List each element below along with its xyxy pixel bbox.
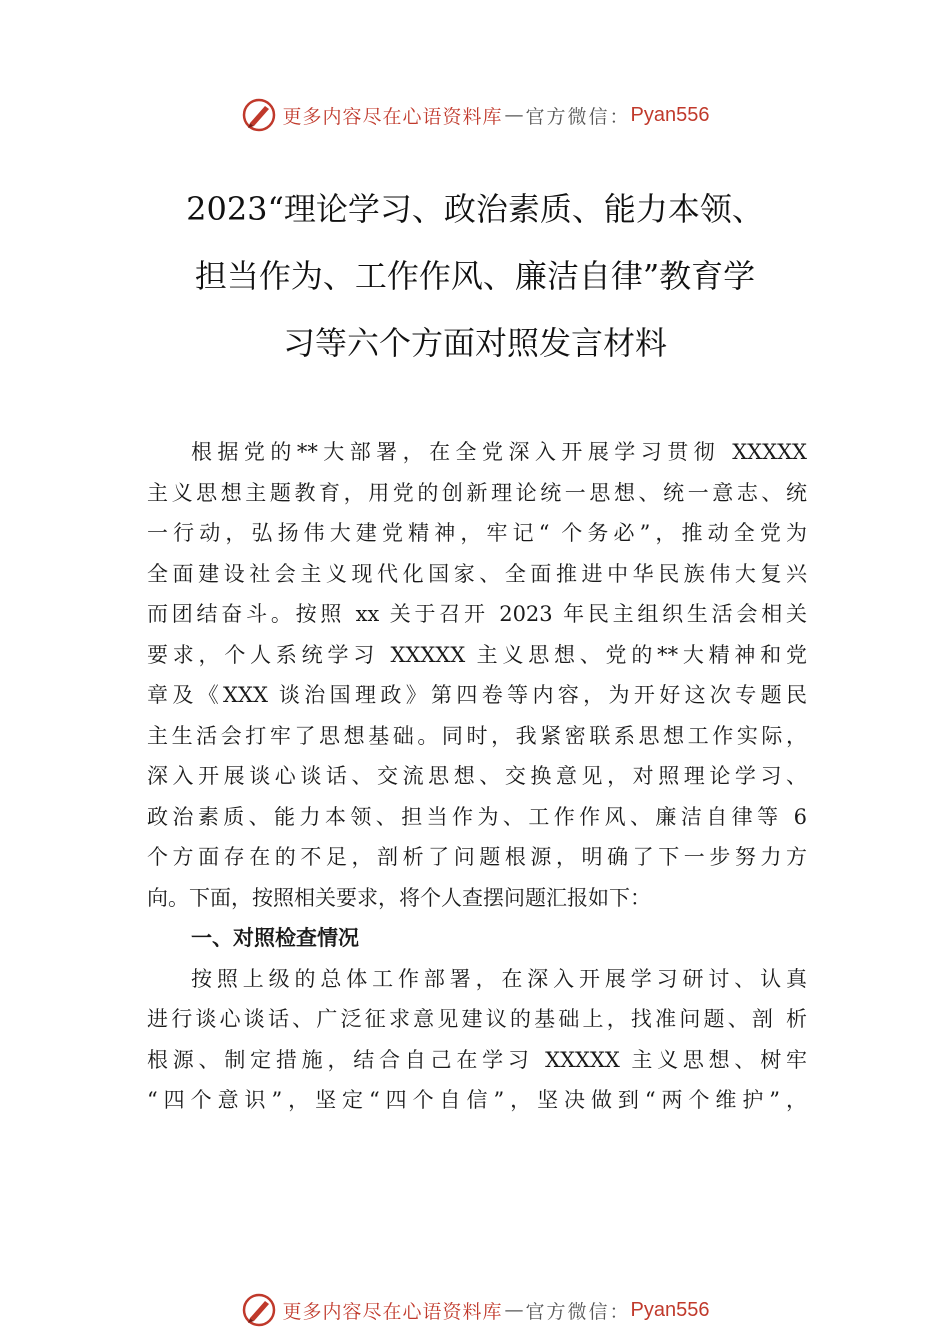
text-line: 根据党的**大部署，在全党深入开展学习贯彻 XXXXX	[191, 440, 807, 464]
pen-logo-icon	[241, 97, 277, 133]
document-body	[147, 432, 807, 1121]
wechat-id: Pyan556	[630, 1298, 710, 1321]
wechat-label: 官方微信：	[525, 1300, 631, 1323]
wechat-id: Pyan556	[630, 103, 710, 126]
text-line: 章及《XXX 谈治国理政》第四卷等内容，为开好这次专题民	[147, 683, 807, 707]
text-line: 向。下面，按照相关要求，将个人查摆问题汇报如下：	[147, 885, 651, 910]
title-line: 习等六个方面对照发言材料	[282, 324, 667, 362]
footer-watermark	[0, 1290, 950, 1330]
document-title	[130, 176, 820, 377]
paragraph-intro	[147, 432, 807, 918]
pen-logo-icon	[241, 1292, 277, 1328]
text-line: 深入开展谈心谈话、交流思想、交换意见，对照理论学习、	[147, 764, 807, 788]
header-watermark	[0, 95, 950, 135]
text-line: 根源、制定措施，结合自己在学习 XXXXX 主义思想、树牢	[147, 1047, 807, 1072]
section-heading: 一、对照检查情况	[191, 926, 359, 950]
text-line: 要求，个人系统学习 XXXXX 主义思想、党的**大精神和党	[147, 642, 807, 667]
text-line: “四个意识”，坚定“四个自信”，坚决做到“两个维护”，	[147, 1088, 807, 1112]
separator-dash: —	[504, 104, 524, 126]
text-line: 按照上级的总体工作部署，在深入开展学习研讨、认真	[191, 966, 807, 991]
brand-text: 更多内容尽在心语资料库	[282, 105, 503, 128]
title-line: 2023“理论学习、政治素质、能力本领、	[186, 190, 764, 228]
separator-dash: —	[504, 1299, 524, 1321]
paragraph-section1	[147, 959, 807, 1121]
text-line: 而团结奋斗。按照 xx 关于召开 2023 年民主组织生活会相关	[147, 602, 807, 626]
title-line: 担当作为、工作作风、廉洁自律”教育学	[194, 257, 756, 295]
brand-text: 更多内容尽在心语资料库	[282, 1300, 503, 1323]
text-line: 主生活会打牢了思想基础。同时，我紧密联系思想工作实际，	[147, 723, 807, 748]
text-line: 一行动，弘扬伟大建党精神，牢记“ 个务必”，推动全党为	[147, 521, 807, 545]
wechat-label: 官方微信：	[525, 105, 631, 128]
text-line: 个方面存在的不足，剖析了问题根源，明确了下一步努力方	[147, 845, 807, 869]
text-line: 主义思想主题教育，用党的创新理论统一思想、统一意志、统	[147, 480, 807, 505]
text-line: 进行谈心谈话、广泛征求意见建议的基础上，找准问题、剖 析	[147, 1007, 807, 1031]
text-line: 全面建设社会主义现代化国家、全面推进中华民族伟大复兴	[147, 561, 807, 586]
text-line: 政治素质、能力本领、担当作为、工作作风、廉洁自律等 6	[147, 804, 807, 829]
